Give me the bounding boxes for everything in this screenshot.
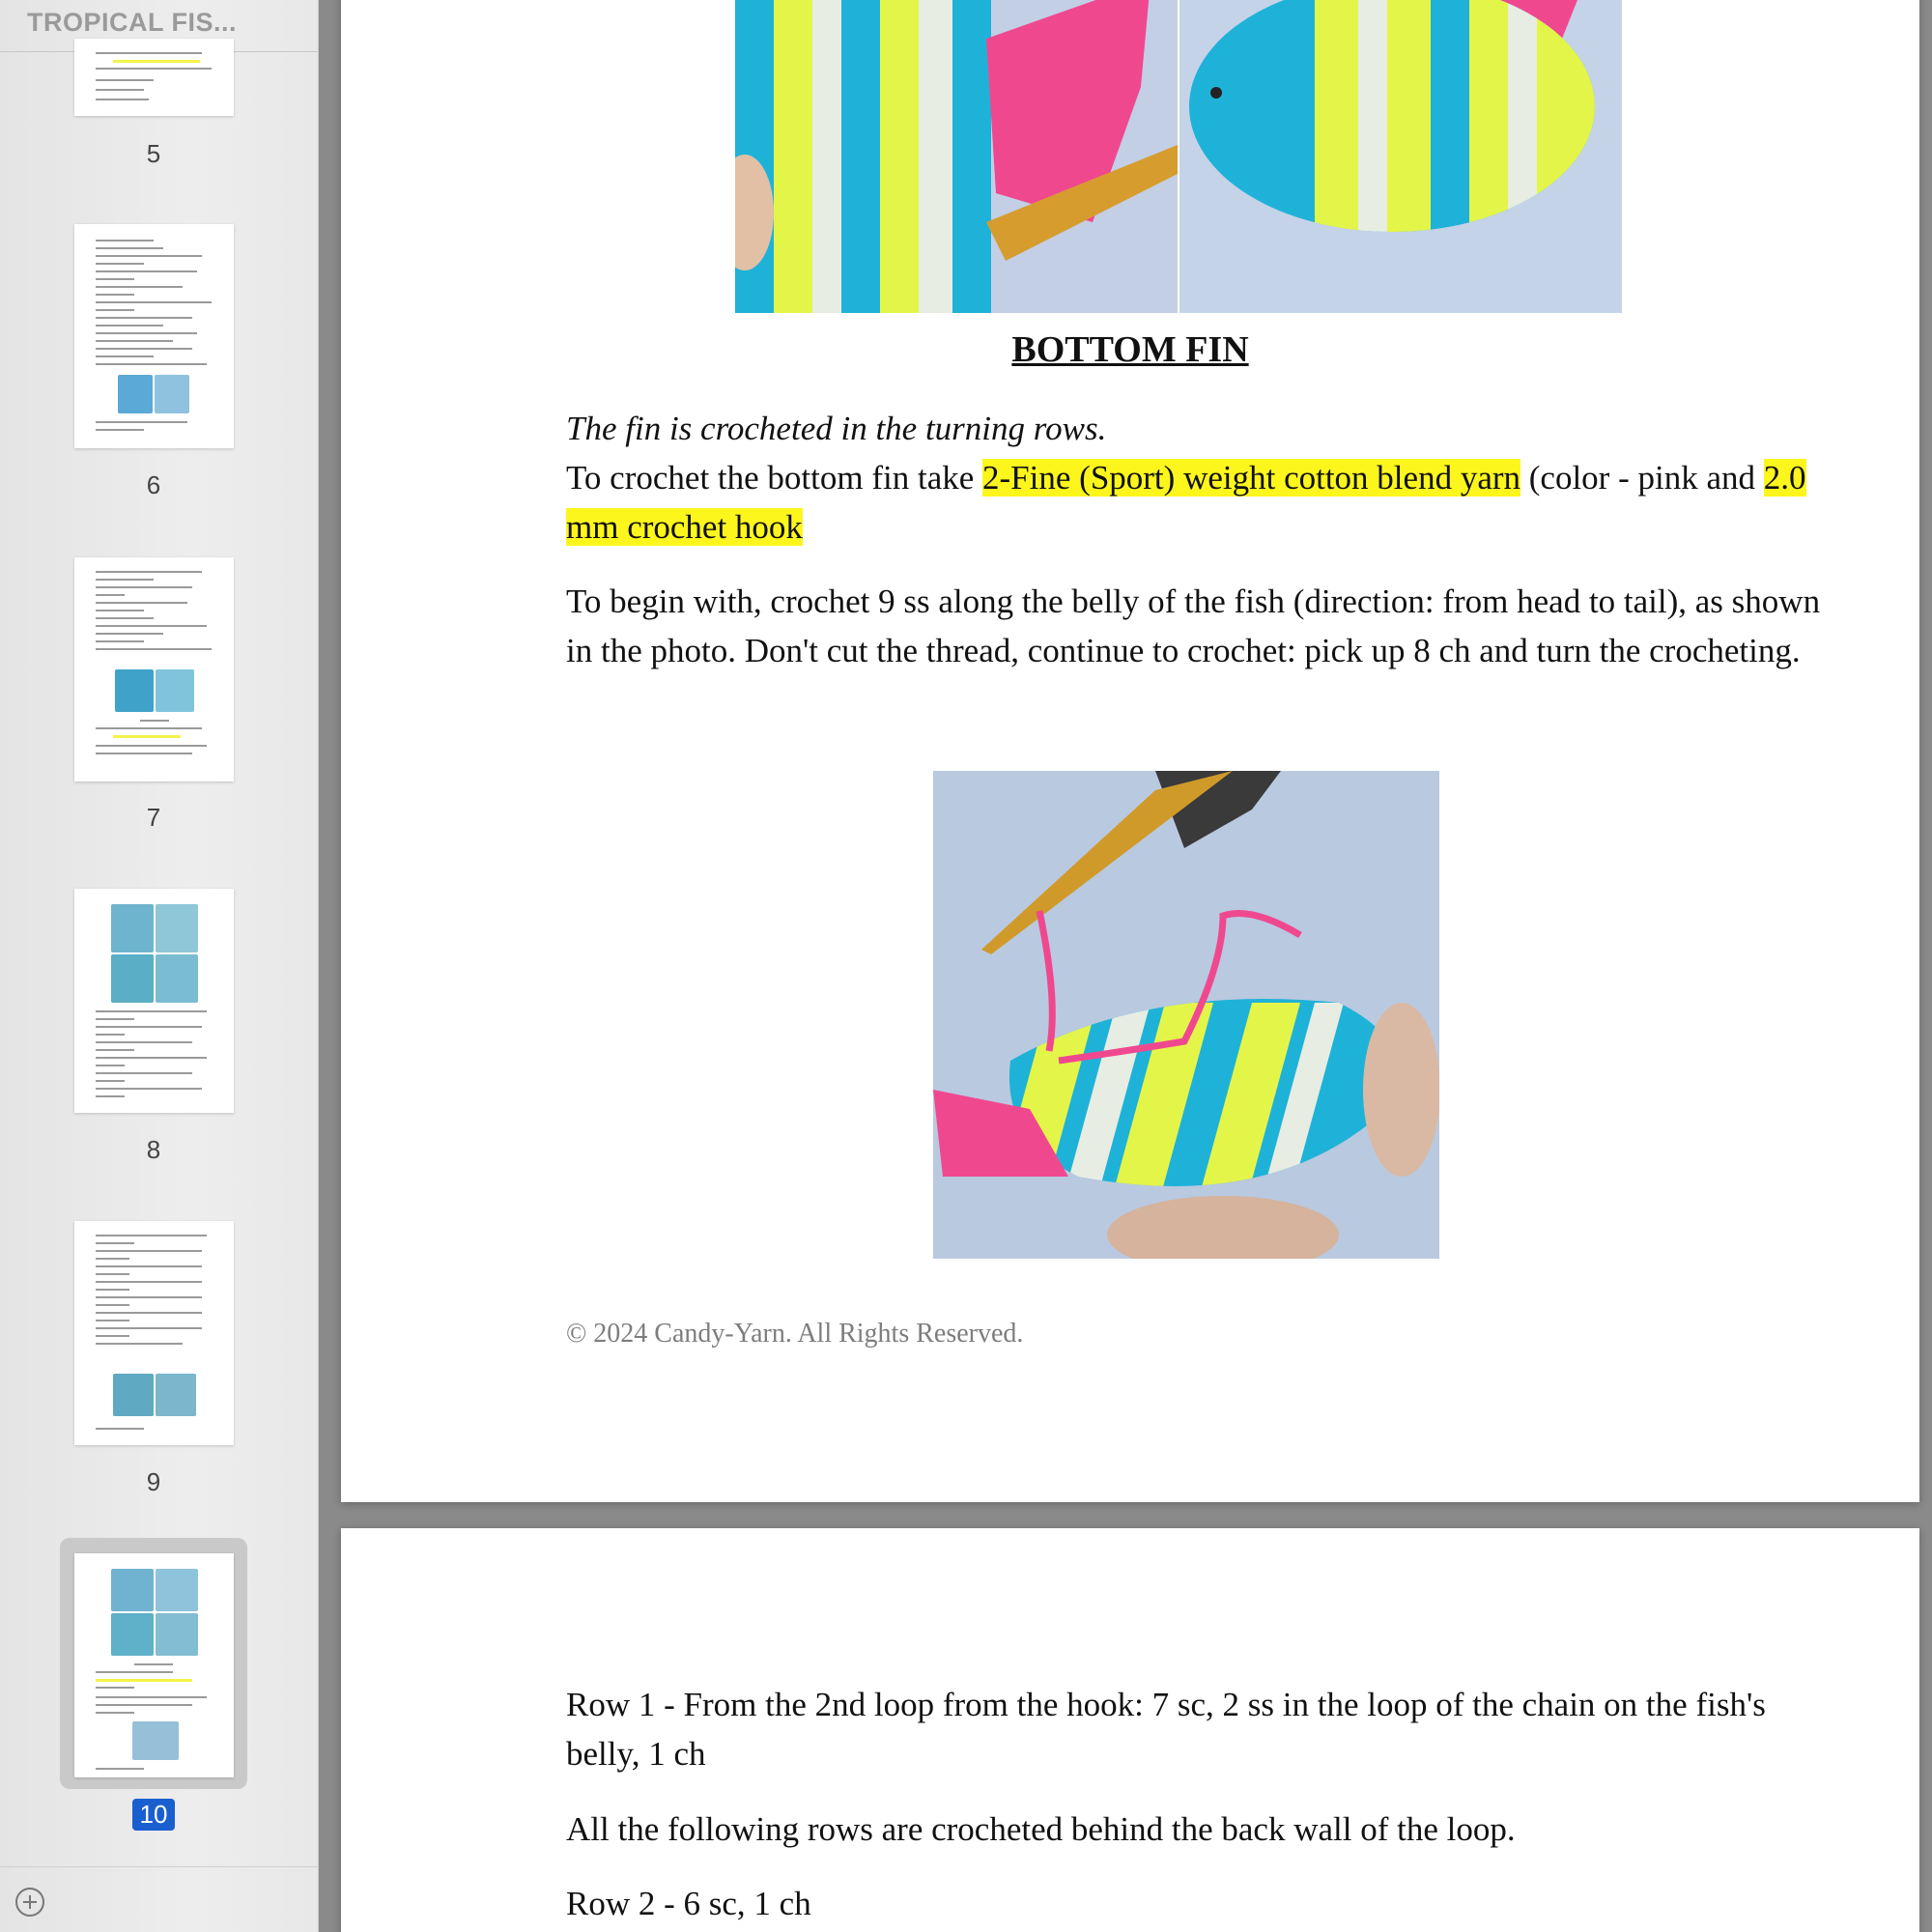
photo-bottom-fin-start — [933, 771, 1439, 1259]
document-page — [341, 0, 1919, 1502]
fish-photo-right-icon — [1179, 0, 1622, 313]
row-1-instructions: Row 1 - From the 2nd loop from the hook: 7 sc, 2 ss in the loop of the chain on the fish's belly, 1 ch — [566, 1686, 1766, 1773]
yarn-instructions — [566, 453, 1822, 552]
intro-italic: The fin is crocheted in the turning rows. — [566, 410, 1107, 447]
copyright-footer: © 2024 Candy-Yarn. All Rights Reserved. — [566, 1319, 1024, 1349]
page-number-9[interactable]: 9 — [146, 1467, 161, 1496]
fish-photo-left-icon — [735, 0, 1178, 313]
back-wall-note: All the following rows are crocheted behind the back wall of the loop. — [566, 1810, 1516, 1848]
page-number-6[interactable]: 6 — [146, 470, 161, 499]
document-title: TROPICAL FIS... — [27, 8, 238, 37]
hook-highlight: 2.0 mm crochet hook — [566, 459, 1806, 546]
yarn-text-before: To crochet the bottom fin take — [566, 459, 983, 497]
page-thumbnail-7[interactable] — [74, 557, 234, 781]
page-number-8[interactable]: 8 — [146, 1135, 161, 1164]
page-thumbnail-10[interactable] — [74, 1553, 234, 1777]
row-2-instructions: Row 2 - 6 sc, 1 ch — [566, 1885, 811, 1922]
section-heading: BOTTOM FIN — [1011, 329, 1249, 370]
page-thumbnail-5[interactable] — [74, 39, 234, 116]
page-number-5[interactable]: 5 — [146, 139, 161, 168]
yarn-highlight: 2-Fine (Sport) weight cotton blend yarn — [982, 459, 1521, 497]
photo-fish-fin-attaching — [735, 0, 1178, 313]
plus-circle-icon[interactable] — [15, 1888, 44, 1917]
page-number-10[interactable] — [0, 1799, 307, 1831]
page-thumbnail-8[interactable] — [74, 889, 234, 1113]
yarn-text-middle: (color - pink and — [1520, 459, 1764, 497]
selected-page-badge[interactable]: 10 — [132, 1799, 176, 1831]
document-page-next — [341, 1528, 1919, 1932]
photo-fish-fin-attached — [1179, 0, 1622, 313]
divider — [0, 1866, 319, 1867]
page-thumbnail-6[interactable] — [74, 224, 234, 448]
begin-instructions: To begin with, crochet 9 ss along the belly of the fish (direction: from head to tail), as shown in the photo. Don't cut the thread, continue to crochet: pick up 8 ch and turn the crocheting. — [566, 582, 1821, 669]
fish-hook-photo-icon — [933, 771, 1439, 1259]
thumbnail-sidebar — [0, 0, 319, 1932]
page-number-7[interactable]: 7 — [146, 803, 161, 832]
page-thumbnail-9[interactable] — [74, 1221, 234, 1445]
intro-text — [566, 404, 1822, 453]
